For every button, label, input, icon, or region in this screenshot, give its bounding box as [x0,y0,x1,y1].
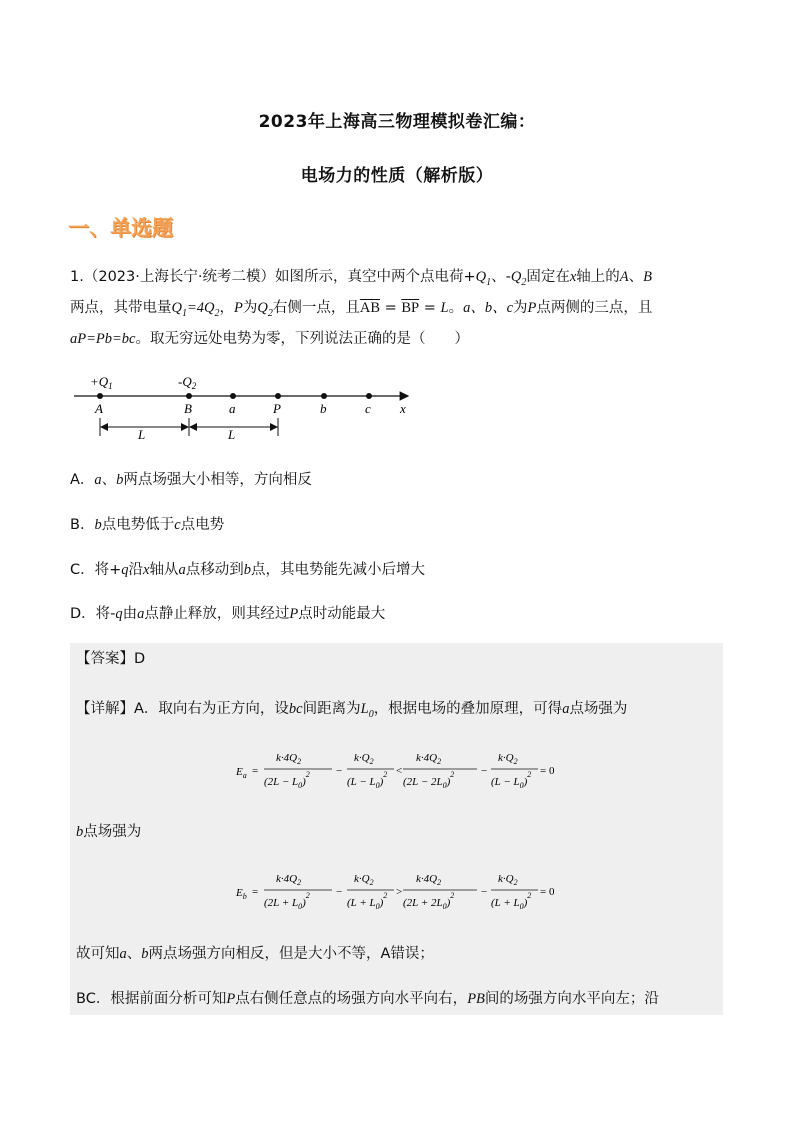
question-line-2: 两点，其带电量$Q_1=4Q_2$，P为$Q_2$右侧一点，且$\overline{AB} = \overline{BP} = L$。a、b、c为P点两侧的三点，且 [70,300,653,319]
point-c-label: c [365,401,371,416]
option-c: C．将+q沿x轴从a点移动到b点，其电势能先减小后增大 [70,562,425,578]
svg-text:(2L + 2L0)2: $(2L + 2L_0)^2$ [403,891,455,911]
answer-label: 【答案】D [76,651,146,667]
svg-text:−: − [481,886,488,898]
point-a-dot [230,393,236,399]
svg-text:Ea: $E_a$ [236,766,247,780]
option-d: D．将-q由a点静止释放，则其经过P点时动能最大 [70,606,386,622]
b-field-label: b点场强为 [76,824,142,840]
svg-text:Eb: $E_b$ [236,887,247,901]
dimension-label-2: L [228,427,236,442]
svg-text:k·4Q2: $k\cdot 4Q_2$ [416,752,442,766]
point-A-dot [97,393,103,399]
point-P-label: P [273,401,281,416]
svg-text:k·Q2: $k\cdot Q_2$ [354,752,374,766]
option-b: B．b点电势低于c点电势 [70,517,225,533]
svg-text:=: = [252,886,259,898]
svg-text:(2L − L0)2: $(2L - L_0)^2$ [264,770,310,790]
conclusion-line: 故可知a、b两点场强方向相反，但是大小不等，A错误； [76,946,434,962]
svg-text:k·Q2: $k\cdot Q_2$ [498,873,518,887]
svg-text:−: − [336,765,343,777]
point-B-label: B [184,401,192,416]
svg-text:=: = [252,765,259,777]
bc-analysis-line: BC．根据前面分析可知P点右侧任意点的场强方向水平向右，PB间的场强方向水平向左；沿 [76,991,659,1007]
svg-text:−: − [481,765,488,777]
charge1-label: $+Q_1$ [90,374,113,391]
svg-text:(2L + L0)2: $(2L + L_0)^2$ [264,891,310,911]
svg-text:−: − [336,886,343,898]
svg-text:k·Q2: $k\cdot Q_2$ [498,752,518,766]
axis-label-x: x [400,401,406,416]
svg-text:(2L − 2L0)2: $(2L - 2L_0)^2$ [403,770,455,790]
svg-text:= 0: = 0 [540,765,555,777]
detail-line-1: 【详解】A．取向右为正方向，设bc间距离为$L_0$，根据电场的叠加原理，可得a点场强为 [76,701,628,720]
svg-text:= 0: = 0 [540,886,555,898]
point-P-dot [275,393,281,399]
svg-text:(L + L0)2: $(L + L_0)^2$ [491,891,532,911]
point-A-label: A [95,401,103,416]
svg-text:k·4Q2: $k\cdot 4Q_2$ [276,873,302,887]
svg-text:>: > [396,886,403,898]
equation-ea [234,745,564,795]
charge2-label: $-Q_2$ [178,374,197,391]
point-a-label: a [229,401,236,416]
point-c-dot [366,393,372,399]
section-heading: 一、单选题 [68,215,173,240]
question-line-3: aP=Pb=bc。取无穷远处电势为零，下列说法正确的是（ ） [70,331,469,347]
equation-eb [234,866,564,916]
svg-text:<: < [396,765,403,777]
question-line-1: 1.（2023·上海长宁·统考二模）如图所示，真空中两个点电荷$+Q_1$、$-Q_2$固定在x轴上的A、B [70,269,652,288]
point-b-dot [321,393,327,399]
svg-text:(L − L0)2: $(L - L_0)^2$ [347,770,388,790]
page-title: 2023年上海高三物理模拟卷汇编： [258,112,536,132]
svg-text:k·Q2: $k\cdot Q_2$ [354,873,374,887]
point-b-label: b [320,401,327,416]
svg-text:k·4Q2: $k\cdot 4Q_2$ [276,752,302,766]
charge-axis-diagram [70,370,420,445]
page-subtitle: 电场力的性质（解析版） [300,166,494,186]
svg-text:k·4Q2: $k\cdot 4Q_2$ [416,873,442,887]
option-a: A．a、b两点场强大小相等，方向相反 [70,472,312,488]
point-B-dot [186,393,192,399]
svg-text:(L + L0)2: $(L + L_0)^2$ [347,891,388,911]
dimension-label-1: L [138,427,146,442]
svg-text:(L − L0)2: $(L - L_0)^2$ [491,770,532,790]
